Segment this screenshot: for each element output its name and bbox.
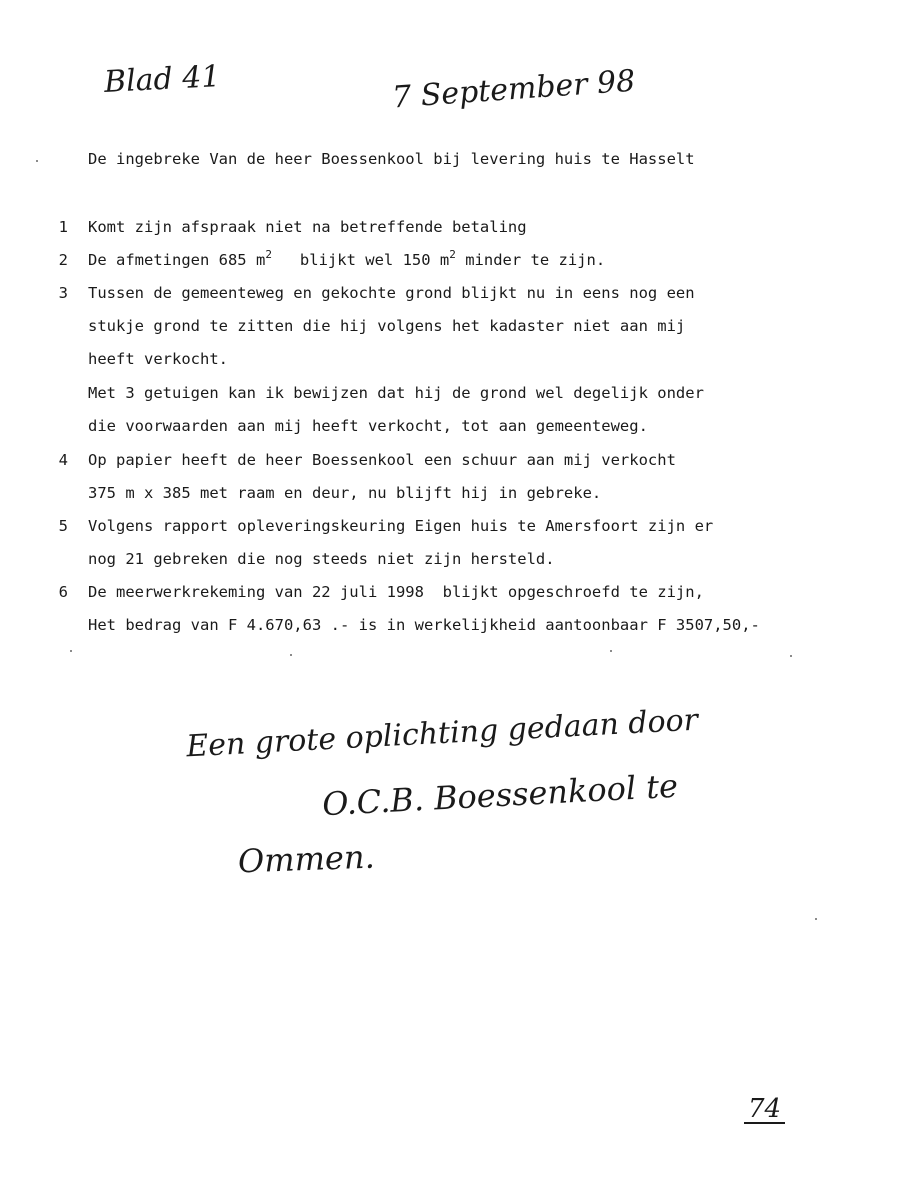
item-number: 4 [58,451,68,469]
item-text: 375 m x 385 met raam en deur, nu blijft hij in gebreke. [88,484,602,502]
item-text: Het bedrag van F 4.670,63 .- is in werkelijkheid aantoonbaar F 3507,50,- [88,616,760,634]
scan-speck [36,160,38,162]
scan-speck [610,650,612,652]
superscript: 2 [265,248,272,261]
scan-speck [290,654,292,656]
item-number: 5 [58,517,68,535]
item-number: 3 [58,284,68,302]
scan-speck [790,655,792,657]
list-item-6 [48,583,868,643]
item-text-part: blijkt wel 150 m [271,251,450,269]
item-number: 6 [58,583,68,601]
item-text-part: minder te zijn. [455,251,606,269]
handwritten-note-line-2: O.C.B. Boessenkool te [321,766,679,824]
handwritten-note-line-1: Een grote oplichting gedaan door [185,702,699,765]
item-number: 2 [58,251,68,269]
item-text [88,248,606,269]
item-text: die voorwaarden aan mij heeft verkocht, tot aan gemeenteweg. [88,417,648,435]
superscript: 2 [449,248,456,261]
handwritten-date: 7 September 98 [391,63,637,116]
item-text-part: De afmetingen 685 m [88,251,266,269]
document-title: De ingebreke Van de heer Boessenkool bij levering huis te Hasselt [88,150,695,168]
handwritten-page-label: Blad 41 [103,58,222,101]
page-number: 74 [744,1096,785,1124]
list-item-2 [48,248,848,275]
item-text: nog 21 gebreken die nog steeds niet zijn hersteld. [88,550,555,568]
item-text: De meerwerkrekeming van 22 juli 1998 blijkt opgeschroefd te zijn, [88,583,704,601]
list-item-5 [48,517,848,577]
item-text: Tussen de gemeenteweg en gekochte grond blijkt nu in eens nog een [88,284,695,302]
scan-speck [815,918,817,920]
item-number: 1 [58,218,68,236]
item-text: stukje grond te zitten die hij volgens het kadaster niet aan mij [88,317,686,335]
item-text: Komt zijn afspraak niet na betreffende betaling [88,218,527,236]
item-text: Op papier heeft de heer Boessenkool een schuur aan mij verkocht [88,451,676,469]
item-text: Met 3 getuigen kan ik bewijzen dat hij de grond wel degelijk onder [88,384,704,402]
scan-speck [70,650,72,652]
list-item-3 [48,284,848,444]
item-text: heeft verkocht. [88,350,228,368]
list-item-4 [48,451,848,511]
item-text: Volgens rapport opleveringskeuring Eigen huis te Amersfoort zijn er [88,517,714,535]
handwritten-note-line-3: Ommen. [237,837,376,881]
list-item-1 [48,218,848,242]
